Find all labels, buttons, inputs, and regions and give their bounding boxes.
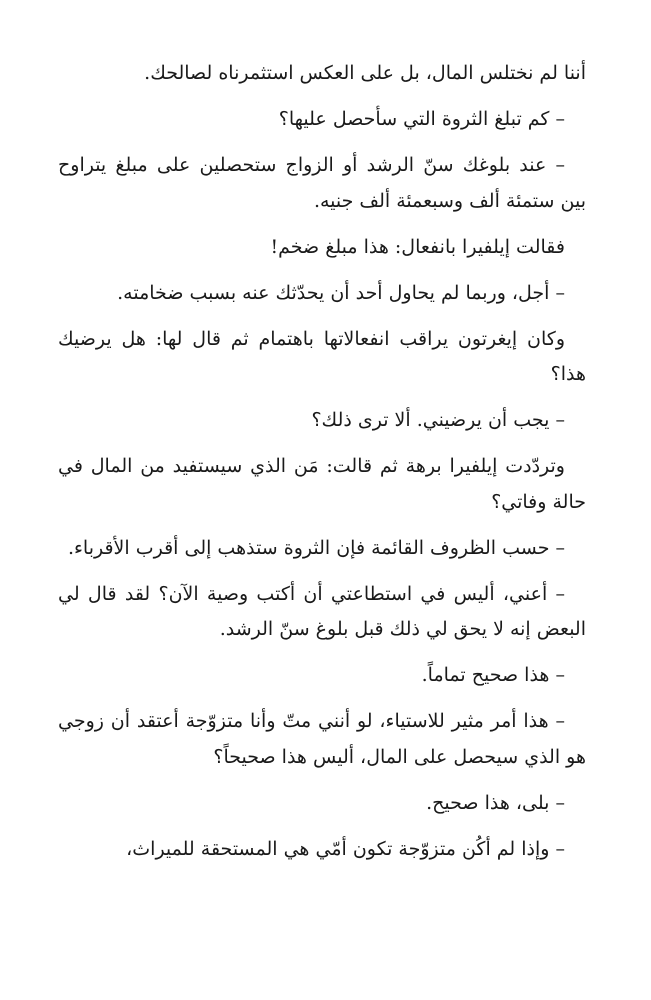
paragraph-9: – حسب الظروف القائمة فإن الثروة ستذهب إلى أقرب الأقرباء. bbox=[67, 536, 565, 559]
paragraph-2: – كم تبلغ الثروة التي سأحصل عليها؟ bbox=[278, 108, 565, 130]
paragraph-4: فقالت إيلفيرا بانفعال: هذا مبلغ ضخم! bbox=[270, 235, 565, 258]
paragraph-13: – بلى، هذا صحيح. bbox=[426, 791, 565, 814]
paragraph-12: – هذا أمر مثير للاستياء، لو أنني متّ وأنا متزوّجة أعتقد أن زوجي هو الذي سيحصل على المال، أليس هذا صحيحاً؟ bbox=[58, 710, 586, 768]
paragraph-7: – يجب أن يرضيني. ألا ترى ذلك؟ bbox=[311, 409, 565, 431]
book-page bbox=[58, 56, 586, 878]
paragraph-10: – أعني، أليس في استطاعتي أن أكتب وصية الآن؟ لقد قال لي البعض إنه لا يحق لي ذلك قبل بلوغ سنّ الرشد. bbox=[58, 582, 586, 640]
paragraph-11: – هذا صحيح تماماً. bbox=[421, 664, 565, 686]
paragraph-5: – أجل، وربما لم يحاول أحد أن يحدّثك عنه بسبب ضخامته. bbox=[117, 281, 565, 304]
paragraph-14: – وإذا لم أكُن متزوّجة تكون أمّي هي المستحقة للميراث، bbox=[126, 837, 565, 860]
paragraph-8: وتردّدت إيلفيرا برهة ثم قالت: مَن الذي سيستفيد من المال في حالة وفاتي؟ bbox=[58, 455, 586, 513]
paragraph-6: وكان إيغرتون يراقب انفعالاتها باهتمام ثم قال لها: هل يرضيك هذا؟ bbox=[58, 327, 586, 385]
paragraph-1: أننا لم نختلس المال، بل على العكس استثمرناه لصالحك. bbox=[144, 62, 586, 84]
paragraph-3: – عند بلوغك سنّ الرشد أو الزواج ستحصلين على مبلغ يتراوح بين ستمئة ألف وسبعمئة ألف جنيه. bbox=[58, 154, 586, 212]
